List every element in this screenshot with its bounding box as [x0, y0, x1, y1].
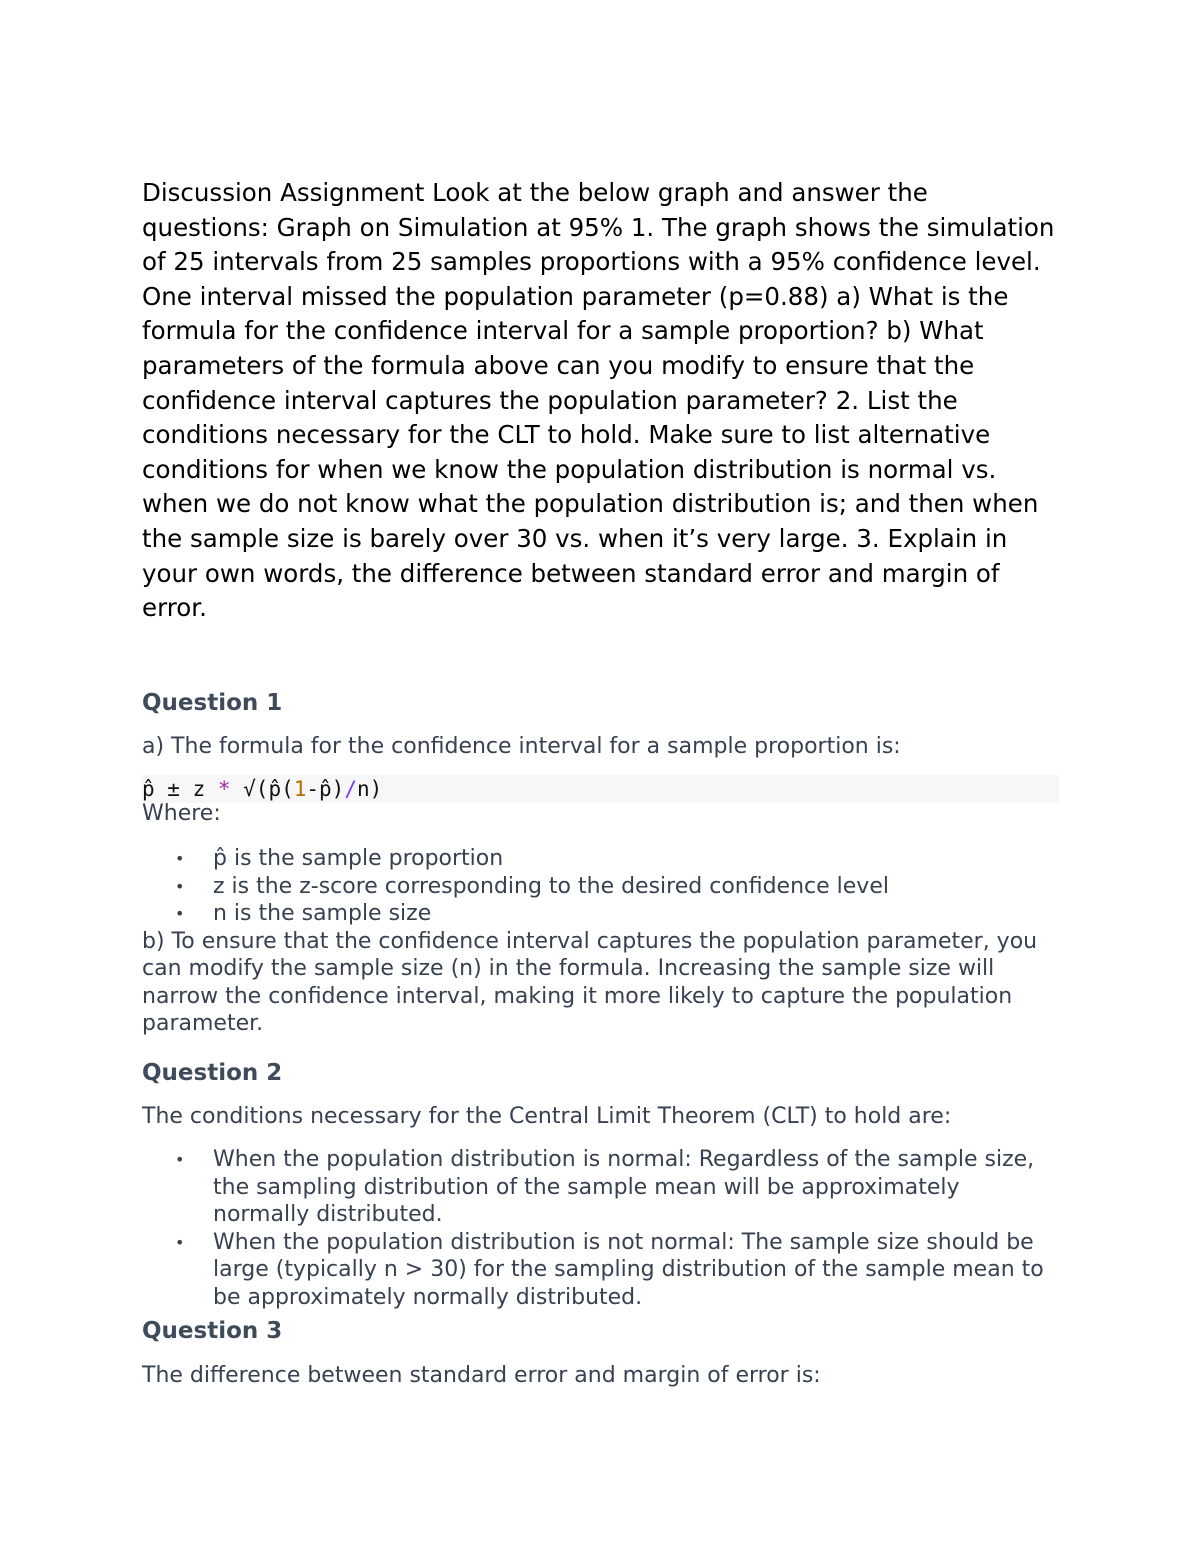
question-3-section: [142, 1316, 1062, 1346]
formula-part-a: p̂ ± z: [142, 777, 218, 801]
question-1-heading: Question 1: [142, 690, 283, 716]
question-3-intro: The difference between standard error and margin of error is:: [142, 1363, 821, 1388]
question-3-body: [142, 1362, 1062, 1390]
list-item: • n is the sample size: [175, 901, 432, 926]
formula-multiply: *: [217, 777, 231, 801]
question-1-section: [142, 688, 1062, 718]
question-3-heading: Question 3: [142, 1318, 283, 1344]
question-2-intro: The conditions necessary for the Central Limit Theorem (CLT) to hold are:: [142, 1104, 952, 1129]
question-1-bullet-list: [142, 845, 1062, 928]
bullet-icon: •: [175, 849, 185, 868]
formula-code: [142, 775, 1059, 803]
list-item: • z is the z-score corresponding to the desired confidence level: [175, 873, 889, 899]
question-2-body: [142, 1103, 1062, 1131]
question-2-section: [142, 1058, 1062, 1088]
bullet-icon: •: [175, 1232, 185, 1252]
question-2-bullet-list: [142, 1146, 1062, 1311]
formula-block: [142, 775, 1062, 828]
list-item: • When the population distribution is normal: Regardless of the sample size, the sampling distribution of the sample mean will be approximately normally distributed.: [175, 1147, 1035, 1227]
formula-part-c: -p̂): [306, 777, 345, 801]
formula-slash: /: [344, 777, 357, 801]
question-1-intro: a) The formula for the confidence interval for a sample proportion is:: [142, 734, 901, 759]
list-item: • p̂ is the sample proportion: [175, 846, 504, 871]
formula-part-d: n): [356, 777, 383, 801]
bullet-icon: •: [175, 904, 185, 923]
formula-number: 1: [293, 777, 307, 801]
question-2-list-block: [142, 1146, 1062, 1311]
question-1-intro-block: [142, 733, 1062, 761]
formula-part-b: √(p̂(: [230, 777, 294, 801]
question-1-list-block: [142, 845, 1062, 1038]
list-item: • When the population distribution is not normal: The sample size should be large (typically n > 30) for the sampling distribution of the sample mean to be approximately normally distributed.: [175, 1229, 1044, 1310]
bullet-icon: •: [175, 876, 185, 896]
question-2-heading: Question 2: [142, 1060, 283, 1086]
where-label: Where:: [142, 801, 221, 826]
question-1-part-b: b) To ensure that the confidence interval captures the population parameter, you can modify the sample size (n) in the formula. Increasing the sample size will narrow the confidence interval, making it more likely to capture the population parameter.: [142, 928, 1038, 1036]
assignment-prompt: Discussion Assignment Look at the below graph and answer the questions: Graph on Simulation at 95% 1. The graph shows the simulation of 25 intervals from 25 samples proportions with a 95% confidence level. One interval missed the population parameter (p=0.88) a) What is the formula for the confidence interval for a sample proportion? b) What parameters of the formula above can you modify to ensure that the confidence interval captures the population parameter? 2. List the conditions necessary for the CLT to hold. Make sure to list alternative conditions for when we know the population distribution is normal vs. when we do not know what the population distribution is; and then when the sample size is barely over 30 vs. when it’s very large. 3. Explain in your own words, the difference between standard error and margin of error.: [142, 178, 1055, 623]
bullet-icon: •: [175, 1150, 185, 1169]
